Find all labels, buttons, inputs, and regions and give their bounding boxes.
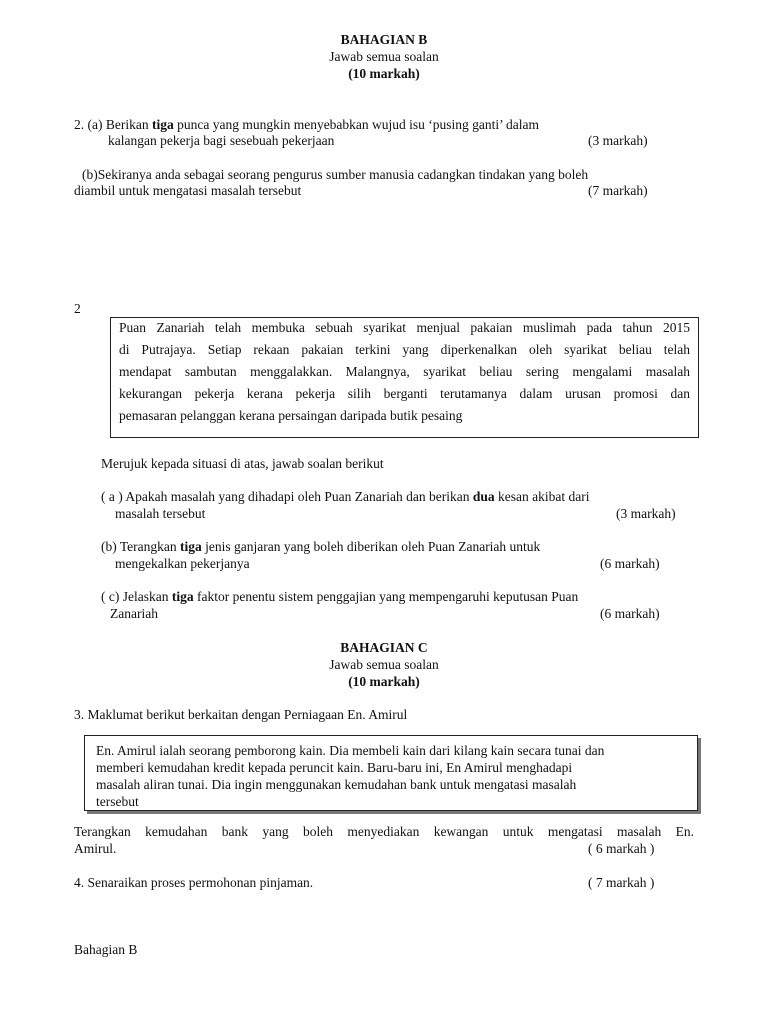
- case-qb-line2: mengekalkan pekerjanya: [115, 556, 250, 571]
- q3-intro: 3. Maklumat berikut berkaitan dengan Perniagaan En. Amirul: [74, 707, 408, 722]
- case-line: mendapat sambutan menggalakkan. Malangnya, syarikat beliau sering mengalami masalah: [119, 364, 690, 379]
- case-line: memberi kemudahan kredit kepada peruncit kain. Baru-baru ini, En Amirul menghadapi: [96, 760, 573, 775]
- q3-question-line2: Amirul.: [74, 841, 117, 856]
- q3-question-line1: Terangkan kemudahan bank yang boleh menyediakan kewangan untuk mengatasi masalah En.: [74, 824, 694, 839]
- case-study-box: [110, 317, 699, 438]
- q2b-marks: (7 markah): [588, 183, 648, 198]
- q2a-marks: (3 markah): [588, 133, 648, 148]
- case-line: tersebut: [96, 794, 139, 809]
- q2b-line1: (b)Sekiranya anda sebagai seorang pengurus sumber manusia cadangkan tindakan yang boleh: [82, 167, 589, 182]
- q4-text: 4. Senaraikan proses permohonan pinjaman.: [74, 875, 314, 890]
- case-qa-line1: ( a ) Apakah masalah yang dihadapi oleh Puan Zanariah dan berikan dua kesan akibat dari: [101, 489, 590, 504]
- section-b-instruction: Jawab semua soalan: [329, 49, 439, 64]
- case-line: di Putrajaya. Setiap rekaan pakaian terkini yang diperkenalkan oleh syarikat beliau telah: [119, 342, 690, 357]
- case-line: En. Amirul ialah seorang pemborong kain. Dia membeli kain dari kilang kain secara tunai dan: [96, 743, 605, 758]
- section-c-marks: (10 markah): [348, 674, 420, 689]
- case-qa-line2: masalah tersebut: [115, 506, 206, 521]
- q3-marks: ( 6 markah ): [588, 841, 655, 856]
- case-line: Puan Zanariah telah membuka sebuah syarikat menjual pakaian muslimah pada tahun 2015: [119, 320, 690, 335]
- q2a-line2: kalangan pekerja bagi sesebuah pekerjaan: [108, 133, 335, 148]
- footer-text: Bahagian B: [74, 942, 138, 957]
- q4-marks: ( 7 markah ): [588, 875, 655, 890]
- case-study-box-amirul: [84, 735, 698, 811]
- case-qa-marks: (3 markah): [616, 506, 676, 521]
- section-c-instruction: Jawab semua soalan: [329, 657, 439, 672]
- section-b-heading: BAHAGIAN B: [340, 32, 428, 47]
- q2b-line2: diambil untuk mengatasi masalah tersebut: [74, 183, 302, 198]
- case-qc-marks: (6 markah): [600, 606, 660, 621]
- section-b-marks: (10 markah): [348, 66, 420, 81]
- case-intro: Merujuk kepada situasi di atas, jawab soalan berikut: [101, 456, 384, 471]
- case-line: pemasaran pelanggan kerana persaingan daripada butik pesaing: [119, 408, 463, 423]
- case-qc-line2: Zanariah: [110, 606, 158, 621]
- case-qc-line1: ( c) Jelaskan tiga faktor penentu sistem penggajian yang mempengaruhi keputusan Puan: [101, 589, 579, 604]
- case-line: masalah aliran tunai. Dia ingin menggunakan kemudahan bank untuk mengatasi masalah: [96, 777, 577, 792]
- case-line: kekurangan pekerja kerana pekerja silih berganti terutamanya dalam urusan promosi dan: [119, 386, 690, 401]
- case-qb-line1: (b) Terangkan tiga jenis ganjaran yang boleh diberikan oleh Puan Zanariah untuk: [101, 539, 541, 554]
- q2a-line1: 2. (a) Berikan tiga punca yang mungkin menyebabkan wujud isu ‘pusing ganti’ dalam: [74, 117, 540, 132]
- q2-case-number: 2: [74, 301, 81, 316]
- section-c-heading: BAHAGIAN C: [340, 640, 428, 655]
- case-qb-marks: (6 markah): [600, 556, 660, 571]
